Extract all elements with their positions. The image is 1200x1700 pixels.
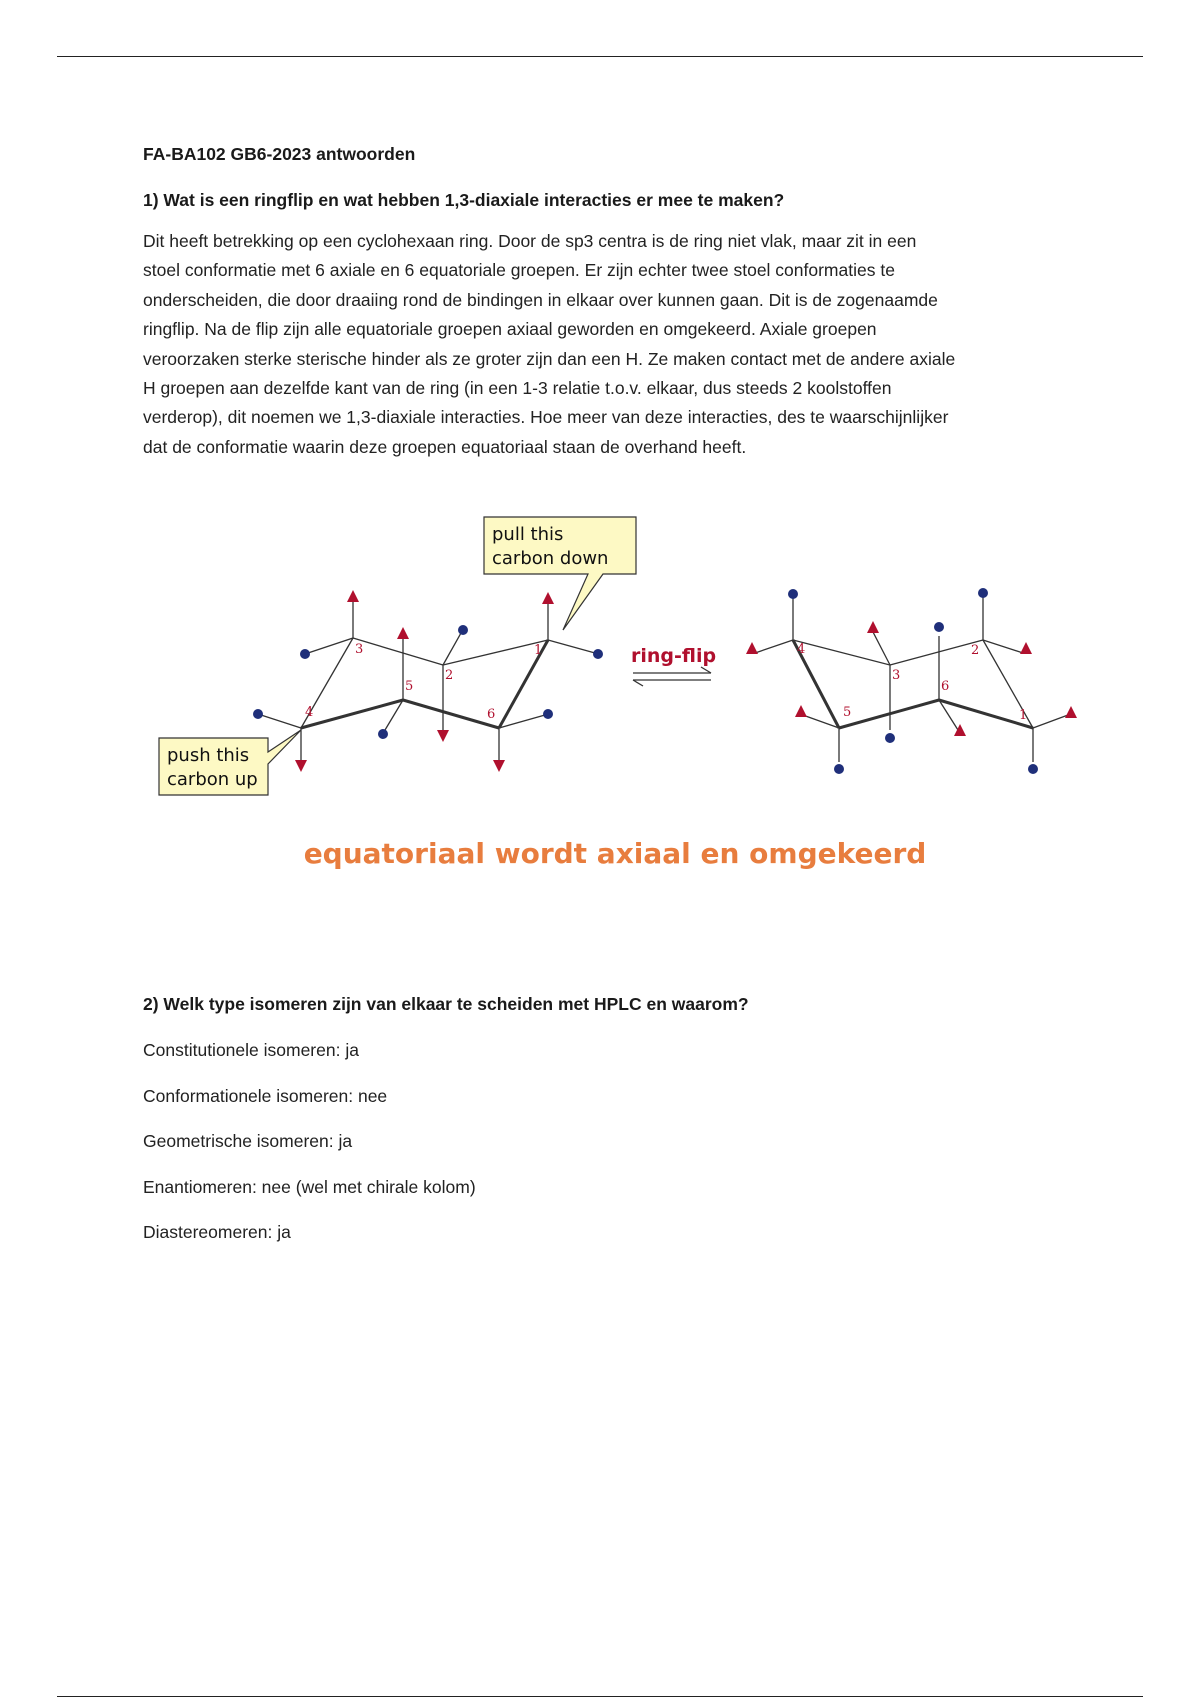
right-chair	[755, 597, 1068, 762]
answer-2-item: Geometrische isomeren: ja	[143, 1131, 353, 1151]
answer-1-line: dat de conformatie waarin deze groepen equatoriaal staan de overhand heeft.	[143, 436, 747, 457]
answer-2-item: Conformationele isomeren: nee	[143, 1085, 388, 1106]
carbon-number: 4	[305, 705, 314, 720]
right-equatorial-markers	[788, 588, 1038, 774]
document-title: FA-BA102 GB6-2023 antwoorden	[143, 144, 416, 164]
callout-bottom-line2: carbon up	[167, 769, 258, 790]
answer-2-list	[143, 1040, 476, 1268]
left-equatorial-markers	[253, 625, 603, 739]
carbon-number: 2	[971, 643, 980, 658]
carbon-number: 4	[797, 642, 806, 657]
question-1: 1) Wat is een ringflip en wat hebben 1,3-diaxiale interacties er mee te maken?	[143, 190, 785, 210]
figure-caption: equatoriaal wordt axiaal en omgekeerd	[303, 837, 927, 870]
answer-1-paragraph	[143, 227, 1088, 462]
ring-flip-label: ring-flip	[631, 645, 717, 667]
carbon-number: 1	[534, 643, 543, 658]
ring-flip-arrow	[631, 645, 716, 686]
answer-1-line: onderscheiden, die door draaiing rond de bindingen in elkaar over kunnen gaan. Dit is de zogenaamde	[143, 289, 938, 310]
ring-flip-diagram	[143, 490, 1088, 900]
header-rule	[57, 56, 1143, 57]
callout-top-line2: carbon down	[492, 548, 609, 569]
callout-push-up	[159, 730, 301, 795]
answer-1-line: veroorzaken sterke sterische hinder als ze groter zijn dan een H. Ze maken contact met de andere axiale	[143, 348, 956, 369]
answer-1-line: Dit heeft betrekking op een cyclohexaan ring. Door de sp3 centra is de ring niet vlak, maar zit in een	[143, 231, 917, 251]
left-axial-markers	[295, 590, 554, 772]
answer-1-line: H groepen aan dezelfde kant van de ring (in een 1-3 relatie t.o.v. elkaar, dus steeds 2 koolstoffen	[143, 378, 892, 399]
carbon-number: 6	[941, 679, 950, 694]
footer-rule	[57, 1696, 1143, 1697]
callout-top-line1: pull this	[492, 524, 564, 545]
answer-2-item: Diastereomeren: ja	[143, 1222, 291, 1242]
left-carbon-numbers	[305, 642, 542, 722]
carbon-number: 1	[1019, 708, 1028, 723]
answer-1-line: ringflip. Na de flip zijn alle equatoriale groepen axiaal geworden en omgekeerd. Axiale groepen	[143, 319, 877, 340]
answer-2-item: Enantiomeren: nee (wel met chirale kolom)	[143, 1176, 476, 1197]
page-content	[143, 144, 1088, 462]
callout-pull-down	[484, 517, 636, 630]
carbon-number: 5	[843, 705, 852, 720]
callout-bottom-line1: push this	[167, 745, 250, 766]
question-2: 2) Welk type isomeren zijn van elkaar te scheiden met HPLC en waarom?	[143, 994, 749, 1014]
answer-2-item: Constitutionele isomeren: ja	[143, 1040, 359, 1060]
carbon-number: 3	[355, 642, 364, 657]
carbon-number: 3	[892, 668, 901, 683]
ring-flip-figure	[143, 490, 1088, 900]
carbon-number: 5	[405, 679, 414, 694]
carbon-number: 2	[445, 668, 454, 683]
carbon-number: 6	[487, 707, 496, 722]
left-chair	[261, 600, 595, 760]
answer-1-line: verderop), dit noemen we 1,3-diaxiale interacties. Hoe meer van deze interacties, des te waarschijnlijker	[143, 407, 949, 428]
answer-1-line: stoel conformatie met 6 axiale en 6 equatoriale groepen. Er zijn echter twee stoel conformaties te	[143, 260, 895, 281]
